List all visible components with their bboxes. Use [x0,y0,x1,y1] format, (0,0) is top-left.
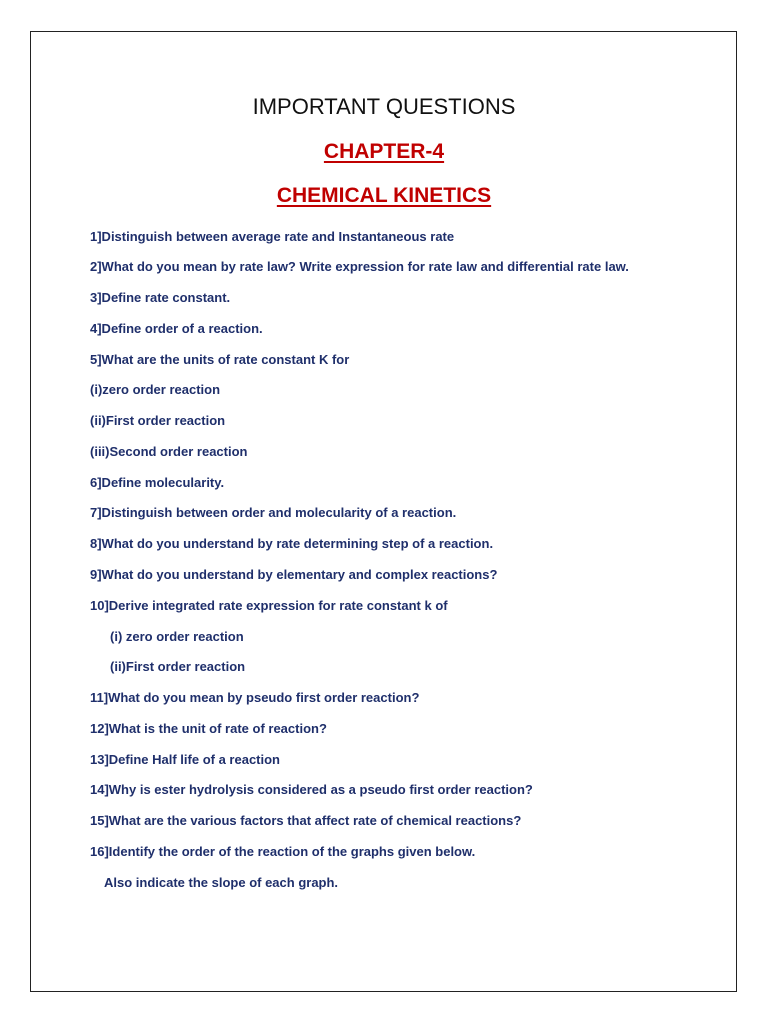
question-5-part-ii: (ii)First order reaction [90,413,226,428]
question-5: 5]What are the units of rate constant K for [90,352,350,367]
question-10: 10]Derive integrated rate expression for rate constant k of [90,598,448,613]
question-16: 16]Identify the order of the reaction of the graphs given below. [90,844,476,859]
question-7: 7]Distinguish between order and molecularity of a reaction. [90,505,457,520]
question-5-part-i: (i)zero order reaction [90,382,221,397]
question-1: 1]Distinguish between average rate and Instantaneous rate [90,229,455,244]
question-9: 9]What do you understand by elementary and complex reactions? [90,567,498,582]
question-12: 12]What is the unit of rate of reaction? [90,721,327,736]
question-3: 3]Define rate constant. [90,290,231,305]
question-16-note: Also indicate the slope of each graph. [104,875,339,890]
question-4: 4]Define order of a reaction. [90,321,263,336]
question-6: 6]Define molecularity. [90,475,225,490]
question-2: 2]What do you mean by rate law? Write expression for rate law and differential rate law. [90,259,629,274]
question-13: 13]Define Half life of a reaction [90,752,280,767]
question-10-part-ii: (ii)First order reaction [110,659,246,674]
question-14: 14]Why is ester hydrolysis considered as a pseudo first order reaction? [90,782,533,797]
question-5-part-iii: (iii)Second order reaction [90,444,248,459]
question-10-part-i: (i) zero order reaction [110,629,244,644]
page-title: IMPORTANT QUESTIONS [252,94,516,119]
question-8: 8]What do you understand by rate determining step of a reaction. [90,536,494,551]
question-11: 11]What do you mean by pseudo first order reaction? [90,690,420,705]
subject-heading: CHEMICAL KINETICS [276,184,492,207]
chapter-heading: CHAPTER-4 [323,140,445,163]
question-15: 15]What are the various factors that affect rate of chemical reactions? [90,813,522,828]
